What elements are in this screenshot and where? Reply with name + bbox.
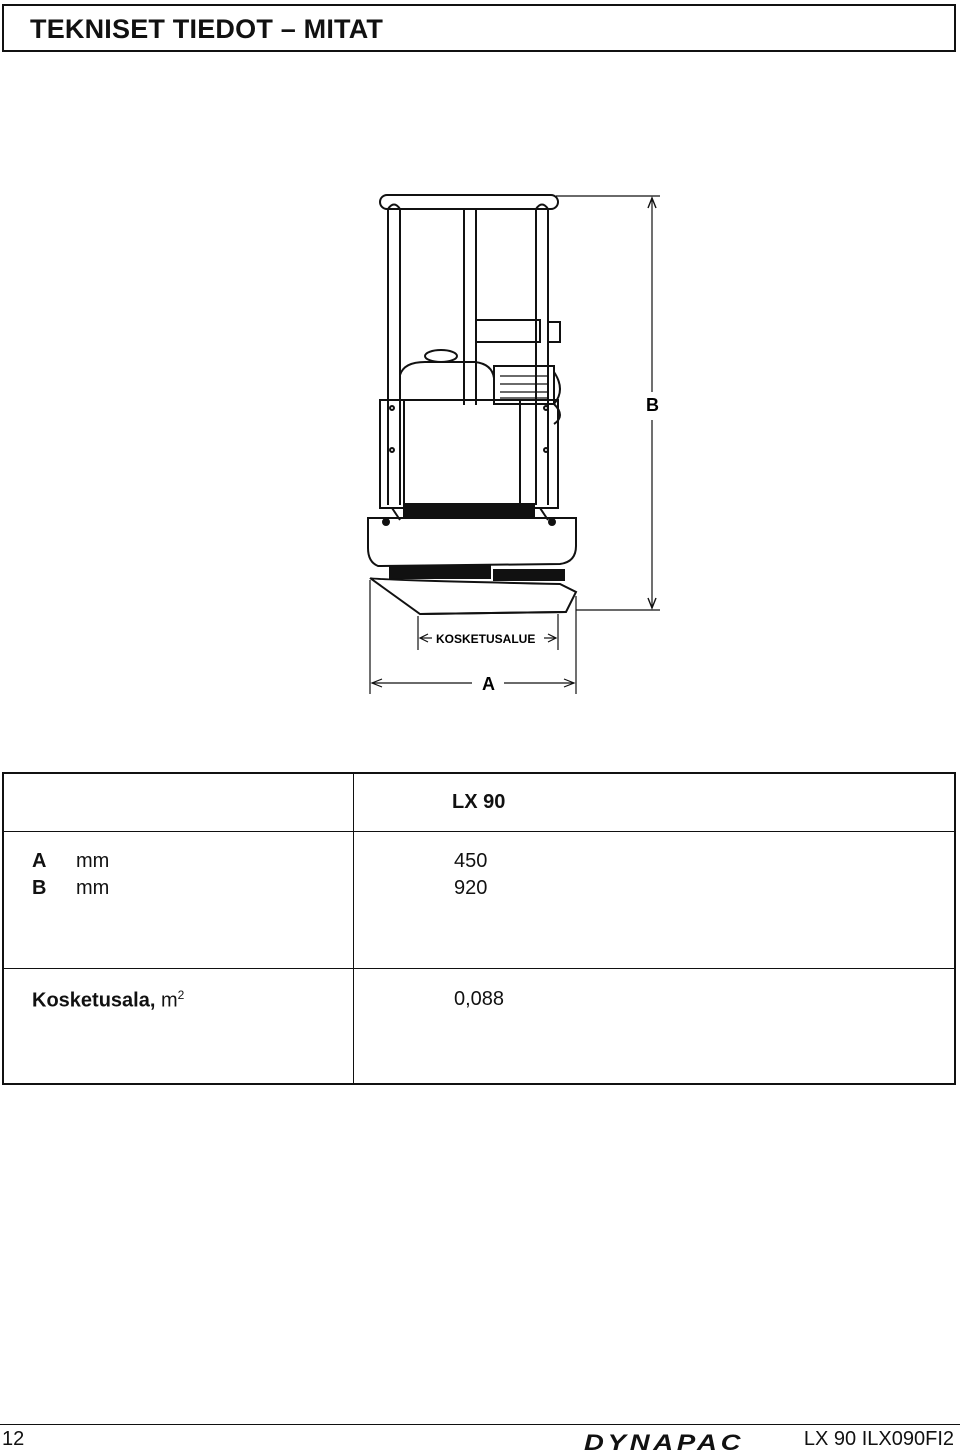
contact-area-unit: m — [160, 989, 178, 1012]
row-divider — [4, 968, 954, 969]
contact-area-label — [32, 988, 184, 1013]
spec-table — [2, 772, 956, 1085]
row-value-b: 920 — [454, 877, 488, 899]
base-frame — [368, 518, 576, 566]
fuel-tank — [400, 362, 494, 400]
label-b: B — [646, 395, 659, 415]
brand-logo: DYNAPAC — [584, 1430, 745, 1455]
handle-bar — [380, 195, 558, 209]
label-contact-area: KOSKETUSALUE — [436, 632, 536, 646]
handle-arm-right — [536, 209, 548, 505]
page-title: TEKNISET TIEDOT – MITAT — [30, 14, 384, 44]
row-key-b: B — [32, 877, 47, 899]
contact-area-unit-sup: 2 — [177, 988, 185, 1002]
contact-area-title: Kosketusala, — [32, 989, 156, 1012]
page-number: 12 — [2, 1428, 25, 1450]
model-header: LX 90 — [452, 791, 506, 813]
row-value-a: 450 — [454, 850, 488, 872]
drive-belt — [404, 504, 534, 516]
handle-arm-left — [388, 209, 400, 505]
dimension-b — [556, 196, 660, 610]
compactor-illustration — [368, 195, 576, 614]
contact-area-value: 0,088 — [454, 988, 505, 1010]
row-unit-b: mm — [76, 877, 110, 899]
rubber-buffer-right — [494, 570, 564, 580]
engine-guard — [380, 400, 558, 508]
row-unit-a: mm — [76, 850, 110, 872]
model-code: LX 90 ILX090FI2 — [803, 1428, 954, 1450]
footer-rule — [0, 1424, 960, 1425]
row-key-a: A — [32, 850, 47, 872]
column-divider — [353, 774, 354, 1083]
rubber-buffer-left — [390, 566, 490, 578]
base-plate — [370, 578, 576, 614]
row-divider — [4, 831, 954, 832]
label-a: A — [482, 674, 495, 694]
